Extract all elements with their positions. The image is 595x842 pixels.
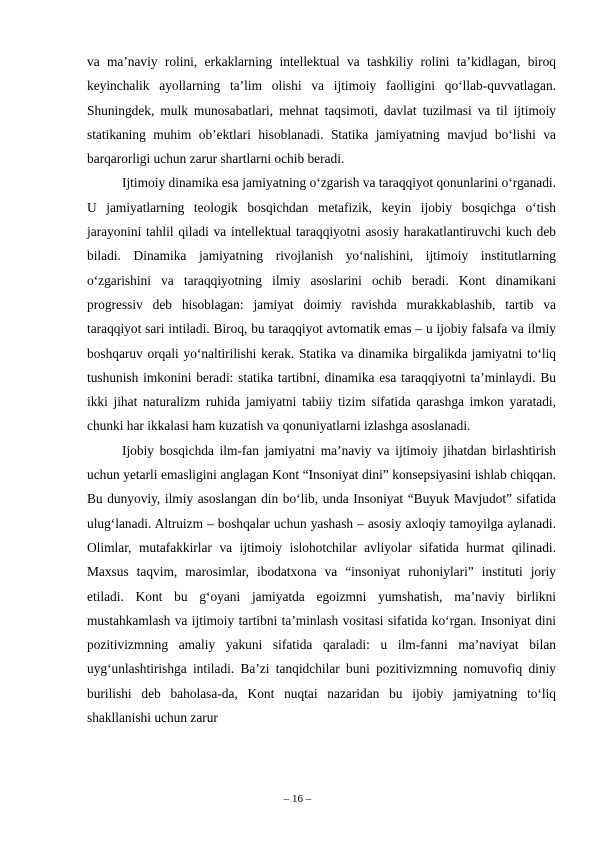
- paragraph-social-dynamics: Ijtimoiy dinamika esa jamiyatning o‘zgarish va taraqqiyot qonunlarini o‘rganadi. U jamiyatlarning teologik bosqichdan metafizik, keyin ijobiy bosqichga o‘tish jarayonini tahlil qiladi va intellektual taraqqiyotni asosiy harakatlantiruvchi kuch deb biladi. Dinamika jamiyatning rivojlanish yo‘nalishini, ijtimoiy institutlarning o‘zgarishini va taraqqiyotning ilmiy asoslarini ochib beradi. Kont dinamikani progressiv deb hisoblagan: jamiyat doimiy ravishda murakkablashib, tartib va taraqqiyot sari intiladi. Biroq, bu taraqqiyot avtomatik emas – u ijobiy falsafa va ilmiy boshqaruv orqali yo‘naltirilishi kerak. Statika va dinamika birgalikda jamiyatni to‘liq tushunish imkonini beradi: statika tartibni, dinamika esa taraqqiyotni ta’minlaydi. Bu ikki jihat naturalizm ruhida jamiyatni tabiiy tizim sifatida qarashga imkon yaratadi, chunki har ikkalasi ham kuzatish va qonuniyatlarni izlashga asoslanadi.: [87, 175, 556, 434]
- paragraph-religion-of-humanity: Ijobiy bosqichda ilm-fan jamiyatni ma’naviy va ijtimoiy jihatdan birlashtirish uchun yetarli emasligini anglagan Kont “Insoniyat dini” konsepsiyasini ishlab chiqqan. Bu dunyoviy, ilmiy asoslangan din bo‘lib, unda Insoniyat “Buyuk Mavjudot” sifatida ulug‘lanadi. Altruizm – boshqalar uchun yashash – asosiy axloqiy tamoyilga aylanadi. Olimlar, mutafakkirlar va ijtimoiy islohotchilar avliyolar sifatida hurmat qilinadi. Maxsus taqvim, marosimlar, ibodatxona va “insoniyat ruhoniylari” instituti joriy etiladi. Kont bu g‘oyani jamiyatda egoizmni yumshatish, ma’naviy birlikni mustahkamlash va ijtimoiy tartibni ta’minlash vositasi sifatida ko‘rgan. Insoniyat dini pozitivizmning amaliy yakuni sifatida qaraladi: u ilm-fanni ma’naviyat bilan uyg‘unlashtirishga intiladi. Ba’zi tanqidchilar buni pozitivizmning nomuvofiq diniy burilishi deb baholasa-da, Kont nuqtai nazaridan bu ijobiy jamiyatning to‘liq shakllanishi uchun zarur: [87, 442, 556, 726]
- body-text: [87, 50, 556, 730]
- paragraph-continuation: va ma’naviy rolini, erkaklarning intellektual va tashkiliy rolini ta’kidlagan, biroq keyinchalik ayollarning ta’lim olishi va ijtimoiy faolligini qo‘llab-quvvatlagan. Shuningdek, mulk munosabatlari, mehnat taqsimoti, davlat tuzilmasi va til ijtimoiy statikaning muhim ob’ektlari hisoblanadi. Statika jamiyatning mavjud bo‘lishi va barqarorligi uchun zarur shartlarni ochib beradi.: [87, 54, 556, 167]
- page-number: – 16 –: [283, 793, 312, 805]
